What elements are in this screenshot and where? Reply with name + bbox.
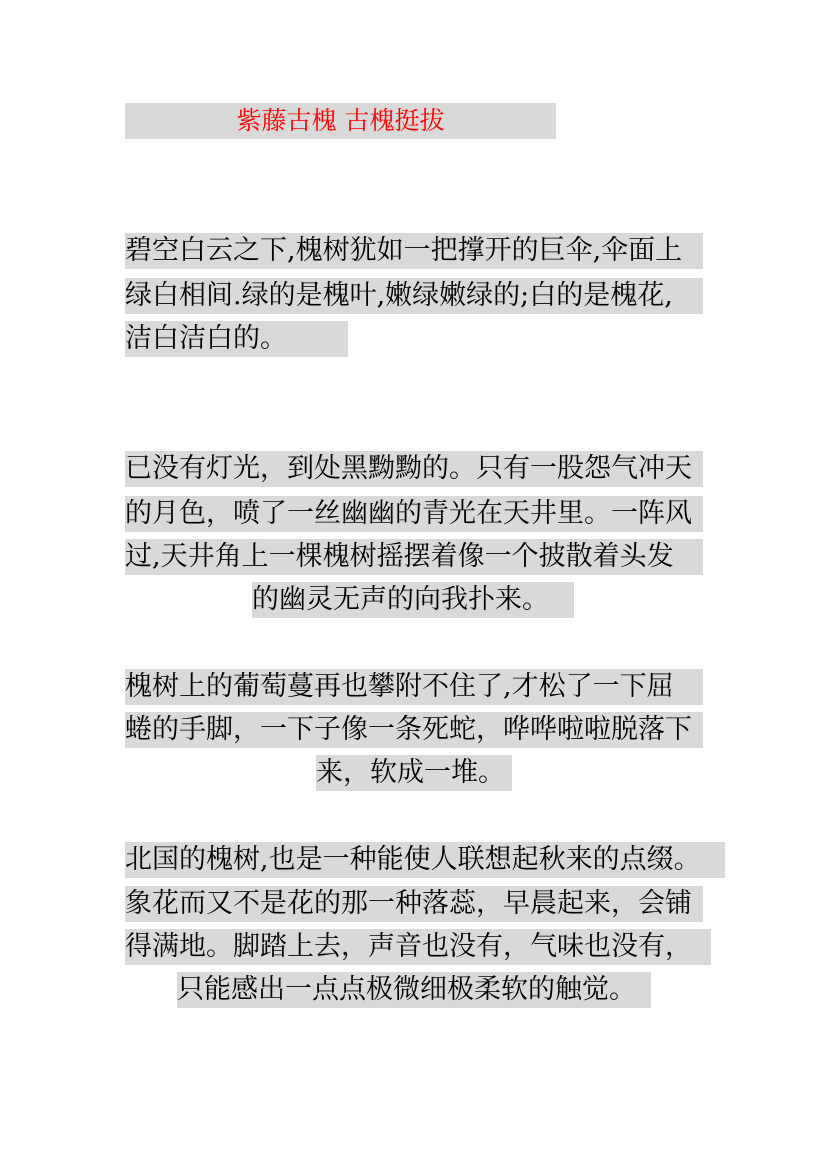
paragraph-1-line-1: 碧空白云之下,槐树犹如一把撑开的巨伞,伞面上 (125, 233, 703, 269)
paragraph-2-line-1: 已没有灯光，到处黑黝黝的。只有一股怨气冲天 (125, 451, 703, 487)
paragraph-2-line-2: 的月色，喷了一丝幽幽的青光在天井里。一阵风 (125, 496, 703, 532)
paragraph-4-line-2: 象花而又不是花的那一种落蕊，早晨起来，会铺 (125, 886, 703, 922)
paragraph-3-line-1: 槐树上的葡萄蔓再也攀附不住了,才松了一下屈 (125, 669, 703, 705)
paragraph-2-line-3: 过,天井角上一棵槐树摇摆着像一个披散着头发 (125, 539, 703, 575)
paragraph-3-line-2: 蜷的手脚，一下子像一条死蛇，哗哗啦啦脱落下 (125, 712, 703, 748)
paragraph-1-line-2: 绿白相间.绿的是槐叶,嫩绿嫩绿的;白的是槐花, (125, 278, 703, 314)
paragraph-3-line-3: 来，软成一堆。 (316, 755, 512, 791)
page-title: 紫藤古槐 古槐挺拔 (125, 103, 556, 139)
paragraph-2-line-4: 的幽灵无声的向我扑来。 (252, 582, 574, 618)
paragraph-4-line-4: 只能感出一点点极微细极柔软的触觉。 (177, 972, 651, 1008)
paragraph-4-line-3: 得满地。脚踏上去，声音也没有，气味也没有， (125, 929, 711, 965)
paragraph-4-line-1: 北国的槐树,也是一种能使人联想起秋来的点缀。 (125, 842, 725, 878)
paragraph-1-line-3: 洁白洁白的。 (125, 321, 348, 357)
